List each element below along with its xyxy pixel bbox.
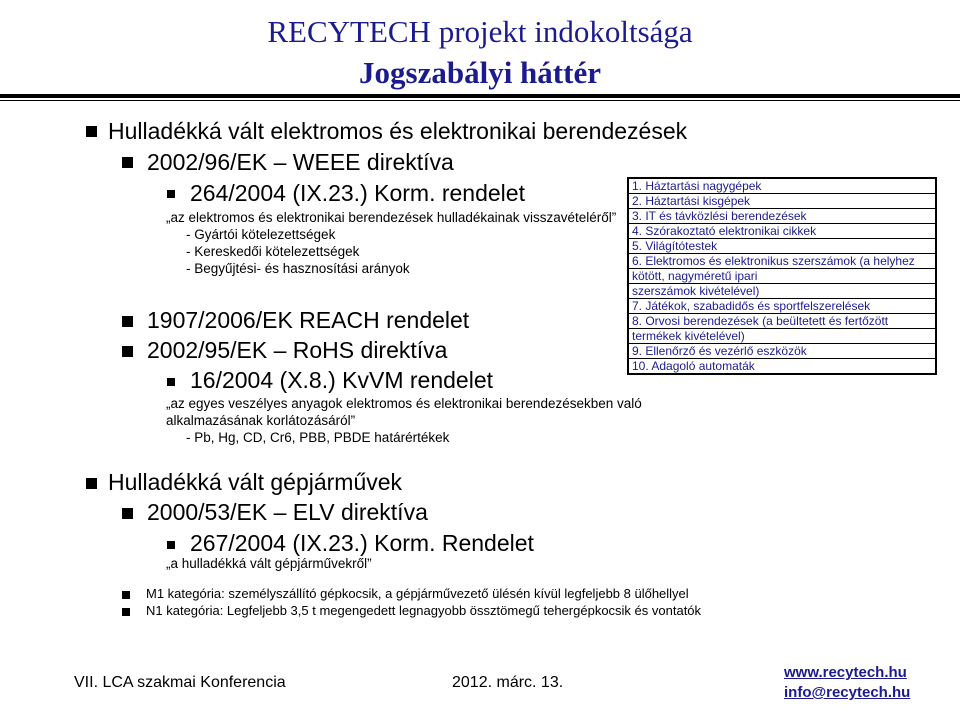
footer-email-link[interactable]: info@recytech.hu <box>784 684 911 701</box>
category-item: 1. Háztartási nagygépek <box>629 179 935 194</box>
bullet-icon <box>167 190 175 198</box>
bullet-icon <box>86 478 97 489</box>
vehicles-heading: Hulladékká vált gépjárművek <box>108 469 403 495</box>
rohs-limits: - Pb, Hg, CD, Cr6, PBB, PBDE határértékek <box>186 430 450 445</box>
category-item: szerszámok kivételével) <box>629 284 935 299</box>
rohs-decree: 16/2004 (X.8.) KvVM rendelet <box>190 367 493 393</box>
slide-title: RECYTECH projekt indokoltsága <box>267 14 693 49</box>
weee-categories-box <box>627 177 937 375</box>
weee-item: - Begyűjtési- és hasznosítási arányok <box>186 261 410 276</box>
weee-directive: 2002/96/EK – WEEE direktíva <box>147 149 454 175</box>
elv-directive: 2000/53/EK – ELV direktíva <box>147 499 428 525</box>
category-item: 2. Háztartási kisgépek <box>629 194 935 209</box>
footer-website-link[interactable]: www.recytech.hu <box>784 664 907 681</box>
category-item: 9. Ellenőrző és vezérlő eszközök <box>629 344 935 359</box>
category-item: 8. Orvosi berendezések (a beültetett és fertőzött <box>629 314 935 329</box>
category-item: kötött, nagyméretű ipari <box>629 269 935 284</box>
rohs-note: „az egyes veszélyes anyagok elektromos és elektronikai berendezésekben való <box>166 396 642 411</box>
bullet-icon <box>167 541 175 549</box>
bullet-icon <box>122 508 133 519</box>
category-item: 5. Világítótestek <box>629 239 935 254</box>
weee-note: „az elektromos és elektronikai berendezések hulladékainak visszavételéről” <box>166 210 617 225</box>
category-item: 4. Szórakoztató elektronikai cikkek <box>629 224 935 239</box>
bullet-icon <box>122 316 133 327</box>
category-item: 7. Játékok, szabadidős és sportfelszerelések <box>629 299 935 314</box>
footer-date: 2012. márc. 13. <box>452 674 564 691</box>
category-item: 10. Adagoló automaták <box>632 359 755 373</box>
weee-item: - Gyártói kötelezettségek <box>186 227 336 242</box>
bullet-icon <box>86 126 97 137</box>
vehicle-category: M1 kategória: személyszállító gépkocsik, a gépjárművezető ülésén kívül legfeljebb 8 ülőhellyel <box>146 586 689 601</box>
vehicle-category: N1 kategória: Legfeljebb 3,5 t megengedett legnagyobb össztömegű tehergépkocsik és vontatók <box>146 603 702 618</box>
category-item: 6. Elektromos és elektronikus szerszámok (a helyhez <box>629 254 935 269</box>
weee-decree: 264/2004 (IX.23.) Korm. rendelet <box>190 180 525 206</box>
header-divider-thin <box>0 100 960 101</box>
reach-regulation: 1907/2006/EK REACH rendelet <box>147 307 470 333</box>
slide-subtitle: Jogszabályi háttér <box>359 55 601 90</box>
bullet-icon <box>167 378 175 386</box>
category-item: termékek kivételével) <box>629 329 935 344</box>
electronics-heading: Hulladékká vált elektromos és elektronikai berendezések <box>108 118 688 144</box>
header-divider <box>0 94 960 98</box>
category-item: 3. IT és távközlési berendezések <box>629 209 935 224</box>
footer-conference: VII. LCA szakmai Konferencia <box>74 674 286 691</box>
bullet-icon <box>122 346 133 357</box>
rohs-note: alkalmazásának korlátozásáról” <box>166 413 356 428</box>
elv-decree: 267/2004 (IX.23.) Korm. Rendelet <box>190 530 534 556</box>
bullet-icon <box>122 591 130 599</box>
bullet-icon <box>122 157 133 168</box>
bullet-icon <box>122 608 130 616</box>
elv-note: „a hulladékká vált gépjárművekről” <box>166 556 372 571</box>
rohs-directive: 2002/95/EK – RoHS direktíva <box>147 337 448 363</box>
weee-item: - Kereskedői kötelezettségek <box>186 244 360 259</box>
